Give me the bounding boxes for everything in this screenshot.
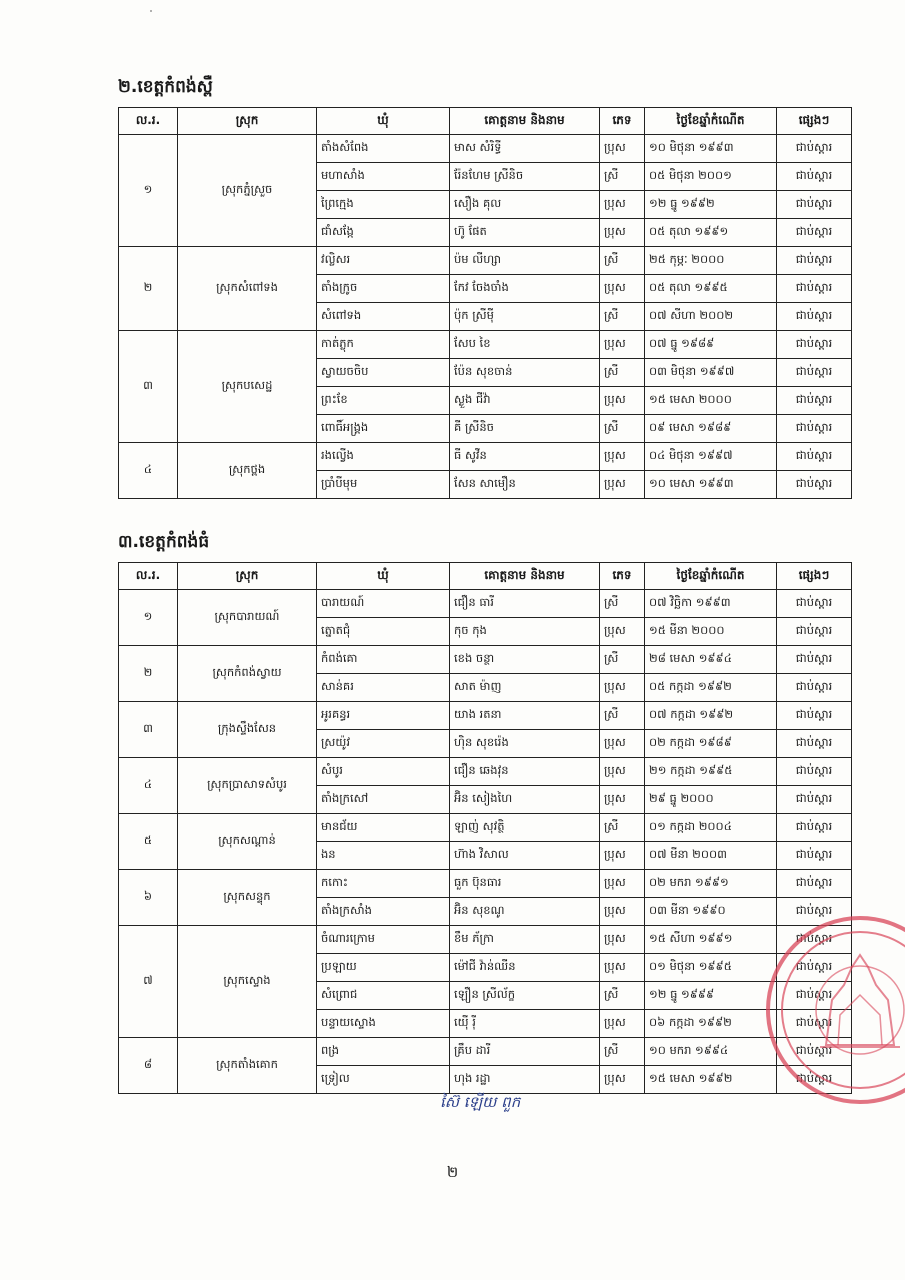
dob-cell: ២១ កក្កដា ១៩៩៥ bbox=[645, 758, 777, 786]
column-header: ស្រុក bbox=[178, 108, 317, 135]
district-cell: ស្រុកថ្ពង bbox=[178, 443, 317, 499]
note-cell: ជាប់ស្តារ bbox=[777, 471, 852, 499]
column-header: ថ្ងៃខែឆ្នាំកំណើត bbox=[645, 563, 777, 590]
note-cell: ជាប់ស្តារ bbox=[777, 219, 852, 247]
note-cell: ជាប់ស្តារ bbox=[777, 786, 852, 814]
note-cell: ជាប់ស្តារ bbox=[777, 331, 852, 359]
commune-cell: មហាសាំង bbox=[317, 163, 450, 191]
dob-cell: ០១ មិថុនា ១៩៩៥ bbox=[645, 954, 777, 982]
district-cell: ស្រុកប្រាសាទសំបូរ bbox=[178, 758, 317, 814]
commune-cell: ព្រៃក្មេង bbox=[317, 191, 450, 219]
dob-cell: ១២ ធ្នូ ១៩៩៩ bbox=[645, 982, 777, 1010]
official-seal-stamp bbox=[760, 905, 905, 1115]
name-cell: ម៉ៅជី វ៉ាន់ឈីន bbox=[450, 954, 600, 982]
table-row bbox=[119, 646, 852, 674]
dob-cell: ០៣ មីនា ១៩៩០ bbox=[645, 898, 777, 926]
sex-cell: ប្រុស bbox=[600, 1010, 645, 1038]
name-cell: ហុង រដ្ឋា bbox=[450, 1066, 600, 1094]
row-number: ៣ bbox=[119, 702, 178, 758]
sex-cell: ស្រី bbox=[600, 247, 645, 275]
name-cell: ជឿន ឆេងវុន bbox=[450, 758, 600, 786]
name-cell: ហ៊ូ ផែត bbox=[450, 219, 600, 247]
table-kampong-speu bbox=[118, 107, 852, 499]
dob-cell: ០៧ វិច្ឆិកា ១៩៩៣ bbox=[645, 590, 777, 618]
sex-cell: ស្រី bbox=[600, 646, 645, 674]
dob-cell: ០៥ កក្កដា ១៩៩២ bbox=[645, 674, 777, 702]
dob-cell: ០៥ តុលា ១៩៩៥ bbox=[645, 275, 777, 303]
sex-cell: ស្រី bbox=[600, 814, 645, 842]
commune-cell: បន្ទាយស្ទោង bbox=[317, 1010, 450, 1038]
district-cell: ស្រុកបសេដ្ឋ bbox=[178, 331, 317, 443]
note-cell: ជាប់ស្តារ bbox=[777, 275, 852, 303]
table-kampong-thom bbox=[118, 562, 852, 1094]
dob-cell: ០៧ កក្កដា ១៩៩២ bbox=[645, 702, 777, 730]
note-cell: ជាប់ស្តារ bbox=[777, 1038, 852, 1066]
column-header: គោត្តនាម និងនាម bbox=[450, 563, 600, 590]
commune-cell: ស្រយ៉ូវ bbox=[317, 730, 450, 758]
column-header: ស្រុក bbox=[178, 563, 317, 590]
name-cell: ហ៊ិន សុខរ៉េង bbox=[450, 730, 600, 758]
name-cell: ខឹម ភ័ក្រា bbox=[450, 926, 600, 954]
header-row bbox=[119, 563, 852, 590]
sex-cell: ស្រី bbox=[600, 359, 645, 387]
sex-cell: ប្រុស bbox=[600, 135, 645, 163]
note-cell: ជាប់ស្តារ bbox=[777, 618, 852, 646]
commune-cell: តាំងក្រសាំង bbox=[317, 898, 450, 926]
dob-cell: ០៥ តុលា ១៩៩១ bbox=[645, 219, 777, 247]
note-cell: ជាប់ស្តារ bbox=[777, 982, 852, 1010]
dob-cell: ១៥ មេសា ១៩៩២ bbox=[645, 1066, 777, 1094]
row-number: ១ bbox=[119, 135, 178, 247]
column-header: ល.រ. bbox=[119, 108, 178, 135]
note-cell: ជាប់ស្តារ bbox=[777, 646, 852, 674]
commune-cell: កកោះ bbox=[317, 870, 450, 898]
column-header: ភេទ bbox=[600, 108, 645, 135]
commune-cell: ពង្រ bbox=[317, 1038, 450, 1066]
dob-cell: ០៩ មេសា ១៩៨៩ bbox=[645, 415, 777, 443]
column-header: គោត្តនាម និងនាម bbox=[450, 108, 600, 135]
section-3-title: ៣.ខេត្តកំពង់ធំ bbox=[118, 532, 210, 552]
commune-cell: ប្រាំបីមុម bbox=[317, 471, 450, 499]
table-header bbox=[119, 108, 852, 135]
dob-cell: ០១ កក្កដា ២០០៤ bbox=[645, 814, 777, 842]
dob-cell: ២៥ កុម្ភៈ ២០០០ bbox=[645, 247, 777, 275]
sex-cell: ប្រុស bbox=[600, 730, 645, 758]
name-cell: ស្ងួង ជីវ៉ា bbox=[450, 387, 600, 415]
name-cell: អ៊ិន សៀងហៃ bbox=[450, 786, 600, 814]
note-cell: ជាប់ស្តារ bbox=[777, 359, 852, 387]
district-cell: ស្រុកបារាយណ៍ bbox=[178, 590, 317, 646]
table-row bbox=[119, 331, 852, 359]
commune-cell: អូរគន្ធរ bbox=[317, 702, 450, 730]
sex-cell: ប្រុស bbox=[600, 842, 645, 870]
name-cell: ប៉ម លីហ្សា bbox=[450, 247, 600, 275]
column-header: ផ្សេងៗ bbox=[777, 563, 852, 590]
dob-cell: ២៩ ធ្នូ ២០០០ bbox=[645, 786, 777, 814]
sex-cell: ប្រុស bbox=[600, 758, 645, 786]
dob-cell: ១០ មករា ១៩៩៤ bbox=[645, 1038, 777, 1066]
column-header: ល.រ. bbox=[119, 563, 178, 590]
commune-cell: រងល្វើង bbox=[317, 443, 450, 471]
sex-cell: ប្រុស bbox=[600, 618, 645, 646]
table-row bbox=[119, 870, 852, 898]
commune-cell: វល្លិសរ bbox=[317, 247, 450, 275]
sex-cell: ប្រុស bbox=[600, 387, 645, 415]
district-cell: ស្រុកតាំងគោក bbox=[178, 1038, 317, 1094]
sex-cell: ស្រី bbox=[600, 982, 645, 1010]
sex-cell: ស្រី bbox=[600, 303, 645, 331]
table-row bbox=[119, 814, 852, 842]
name-cell: សឿង គុល bbox=[450, 191, 600, 219]
commune-cell: ព្រះខែ bbox=[317, 387, 450, 415]
name-cell: គ្រឹប ដារី bbox=[450, 1038, 600, 1066]
commune-cell: កាត់ភ្លុក bbox=[317, 331, 450, 359]
sex-cell: ប្រុស bbox=[600, 275, 645, 303]
sex-cell: ប្រុស bbox=[600, 219, 645, 247]
sex-cell: ប្រុស bbox=[600, 674, 645, 702]
name-cell: ប៉ែន សុខចាន់ bbox=[450, 359, 600, 387]
row-number: ៤ bbox=[119, 758, 178, 814]
district-cell: ស្រុកសន្ទុក bbox=[178, 870, 317, 926]
row-number: ២ bbox=[119, 247, 178, 331]
sex-cell: ប្រុស bbox=[600, 870, 645, 898]
commune-cell: តាំងសំពែង bbox=[317, 135, 450, 163]
column-header: ផ្សេងៗ bbox=[777, 108, 852, 135]
dob-cell: ១០ មិថុនា ១៩៩៣ bbox=[645, 135, 777, 163]
row-number: ២ bbox=[119, 646, 178, 702]
name-cell: ធួក ប៊ុនធារ bbox=[450, 870, 600, 898]
name-cell: រ៉ែនហែម ស្រីនិច bbox=[450, 163, 600, 191]
name-cell: មាស សំរិទ្ធី bbox=[450, 135, 600, 163]
sex-cell: ស្រី bbox=[600, 702, 645, 730]
district-cell: ក្រុងស្ទឹងសែន bbox=[178, 702, 317, 758]
commune-cell: ទ្រៀល bbox=[317, 1066, 450, 1094]
column-header: ថ្ងៃខែឆ្នាំកំណើត bbox=[645, 108, 777, 135]
sex-cell: ស្រី bbox=[600, 415, 645, 443]
commune-cell: ងន bbox=[317, 842, 450, 870]
header-row bbox=[119, 108, 852, 135]
dob-cell: ១២ ធ្នូ ១៩៩២ bbox=[645, 191, 777, 219]
district-cell: ស្រុកកំពង់ស្វាយ bbox=[178, 646, 317, 702]
row-number: ៧ bbox=[119, 926, 178, 1038]
commune-cell: សំព្រោជ bbox=[317, 982, 450, 1010]
name-cell: អ៊ិន សុខណូ bbox=[450, 898, 600, 926]
row-number: ១ bbox=[119, 590, 178, 646]
note-cell: ជាប់ស្តារ bbox=[777, 954, 852, 982]
note-cell: ជាប់ស្តារ bbox=[777, 926, 852, 954]
commune-cell: កំពង់គោ bbox=[317, 646, 450, 674]
row-number: ៤ bbox=[119, 443, 178, 499]
name-cell: កែវ ចែងចាំង bbox=[450, 275, 600, 303]
note-cell: ជាប់ស្តារ bbox=[777, 702, 852, 730]
note-cell: ជាប់ស្តារ bbox=[777, 387, 852, 415]
column-header: ឃុំ bbox=[317, 108, 450, 135]
row-number: ៣ bbox=[119, 331, 178, 443]
note-cell: ជាប់ស្តារ bbox=[777, 1066, 852, 1094]
sex-cell: ស្រី bbox=[600, 1038, 645, 1066]
name-cell: ខេង ចន្ថា bbox=[450, 646, 600, 674]
name-cell: ឡឿន ស្រីល័ក្ខ bbox=[450, 982, 600, 1010]
dob-cell: ០៣ មិថុនា ១៩៩៧ bbox=[645, 359, 777, 387]
sex-cell: ស្រី bbox=[600, 163, 645, 191]
note-cell: ជាប់ស្តារ bbox=[777, 191, 852, 219]
name-cell: គី ស្រីនិច bbox=[450, 415, 600, 443]
sex-cell: ប្រុស bbox=[600, 926, 645, 954]
name-cell: ហ៊ាង វិសាល bbox=[450, 842, 600, 870]
dob-cell: ០៥ មិថុនា ២០០១ bbox=[645, 163, 777, 191]
commune-cell: ត្នោតជុំ bbox=[317, 618, 450, 646]
row-number: ៥ bbox=[119, 814, 178, 870]
row-number: ៦ bbox=[119, 870, 178, 926]
dob-cell: ០៧ មីនា ២០០៣ bbox=[645, 842, 777, 870]
sex-cell: ប្រុស bbox=[600, 443, 645, 471]
dob-cell: ០៧ សីហា ២០០២ bbox=[645, 303, 777, 331]
dob-cell: ១៥ មេសា ២០០០ bbox=[645, 387, 777, 415]
note-cell: ជាប់ស្តារ bbox=[777, 443, 852, 471]
note-cell: ជាប់ស្តារ bbox=[777, 814, 852, 842]
table-header bbox=[119, 563, 852, 590]
table-row bbox=[119, 443, 852, 471]
note-cell: ជាប់ស្តារ bbox=[777, 135, 852, 163]
name-cell: សែប ខៃ bbox=[450, 331, 600, 359]
district-cell: ស្រុកសណ្តាន់ bbox=[178, 814, 317, 870]
name-cell: សាត ម៉ាញ bbox=[450, 674, 600, 702]
name-cell: ធី សូវីន bbox=[450, 443, 600, 471]
commune-cell: ពោធិ៍អង្គ្រង bbox=[317, 415, 450, 443]
commune-cell: តាំងក្រសៅ bbox=[317, 786, 450, 814]
column-header: ឃុំ bbox=[317, 563, 450, 590]
district-cell: ស្រុកសំពៅទង bbox=[178, 247, 317, 331]
note-cell: ជាប់ស្តារ bbox=[777, 870, 852, 898]
commune-cell: សំបូរ bbox=[317, 758, 450, 786]
name-cell: សែន សាមឿន bbox=[450, 471, 600, 499]
dob-cell: ០២ មករា ១៩៩១ bbox=[645, 870, 777, 898]
column-header: ភេទ bbox=[600, 563, 645, 590]
note-cell: ជាប់ស្តារ bbox=[777, 303, 852, 331]
dob-cell: ០៦ កក្កដា ១៩៩២ bbox=[645, 1010, 777, 1038]
commune-cell: ចំណារក្រោម bbox=[317, 926, 450, 954]
note-cell: ជាប់ស្តារ bbox=[777, 730, 852, 758]
commune-cell: សាន់គរ bbox=[317, 674, 450, 702]
name-cell: ជឿន ធារី bbox=[450, 590, 600, 618]
section-2-title: ២.ខេត្តកំពង់ស្ពឺ bbox=[118, 77, 213, 97]
note-cell: ជាប់ស្តារ bbox=[777, 415, 852, 443]
name-cell: ឡាញ់ សុវត្ថិ bbox=[450, 814, 600, 842]
dob-cell: ០២ កក្កដា ១៩៨៩ bbox=[645, 730, 777, 758]
note-cell: ជាប់ស្តារ bbox=[777, 163, 852, 191]
sex-cell: ប្រុស bbox=[600, 786, 645, 814]
table-row bbox=[119, 135, 852, 163]
dob-cell: ១០ មេសា ១៩៩៣ bbox=[645, 471, 777, 499]
note-cell: ជាប់ស្តារ bbox=[777, 590, 852, 618]
commune-cell: តាំងក្រូច bbox=[317, 275, 450, 303]
dob-cell: ១៥ សីហា ១៩៩១ bbox=[645, 926, 777, 954]
sex-cell: ប្រុស bbox=[600, 954, 645, 982]
note-cell: ជាប់ស្តារ bbox=[777, 247, 852, 275]
name-cell: យ៉ើ រ៉ី bbox=[450, 1010, 600, 1038]
dob-cell: ១៥ មីនា ២០០០ bbox=[645, 618, 777, 646]
speck bbox=[150, 10, 152, 12]
commune-cell: បារាយណ៍ bbox=[317, 590, 450, 618]
sex-cell: ប្រុស bbox=[600, 471, 645, 499]
sex-cell: ស្រី bbox=[600, 590, 645, 618]
dob-cell: ០៧ ធ្នូ ១៩៨៩ bbox=[645, 331, 777, 359]
handwritten-initials: ស៊ៃ ឡើយ ពួក bbox=[440, 1093, 521, 1111]
commune-cell: មានជ័យ bbox=[317, 814, 450, 842]
table-row bbox=[119, 758, 852, 786]
sex-cell: ប្រុស bbox=[600, 331, 645, 359]
commune-cell: ជាំសង្កែ bbox=[317, 219, 450, 247]
note-cell: ជាប់ស្តារ bbox=[777, 758, 852, 786]
row-number: ៨ bbox=[119, 1038, 178, 1094]
commune-cell: ស្វាយចចិប bbox=[317, 359, 450, 387]
name-cell: ប៉ុក ស្រីមុី bbox=[450, 303, 600, 331]
dob-cell: ២៨ មេសា ១៩៩៤ bbox=[645, 646, 777, 674]
commune-cell: ប្រឡាយ bbox=[317, 954, 450, 982]
dob-cell: ០៤ មិថុនា ១៩៩៧ bbox=[645, 443, 777, 471]
note-cell: ជាប់ស្តារ bbox=[777, 1010, 852, 1038]
note-cell: ជាប់ស្តារ bbox=[777, 898, 852, 926]
sex-cell: ប្រុស bbox=[600, 1066, 645, 1094]
district-cell: ស្រុកភ្នំស្រួច bbox=[178, 135, 317, 247]
table-row bbox=[119, 590, 852, 618]
name-cell: យាង រតនា bbox=[450, 702, 600, 730]
note-cell: ជាប់ស្តារ bbox=[777, 842, 852, 870]
table-row bbox=[119, 702, 852, 730]
commune-cell: សំពៅទង bbox=[317, 303, 450, 331]
sex-cell: ប្រុស bbox=[600, 898, 645, 926]
page-number: ២ bbox=[446, 1163, 459, 1181]
table-row bbox=[119, 1038, 852, 1066]
sex-cell: ប្រុស bbox=[600, 191, 645, 219]
name-cell: កុច កុង bbox=[450, 618, 600, 646]
table-row bbox=[119, 926, 852, 954]
note-cell: ជាប់ស្តារ bbox=[777, 674, 852, 702]
district-cell: ស្រុកស្ទោង bbox=[178, 926, 317, 1038]
table-row bbox=[119, 247, 852, 275]
